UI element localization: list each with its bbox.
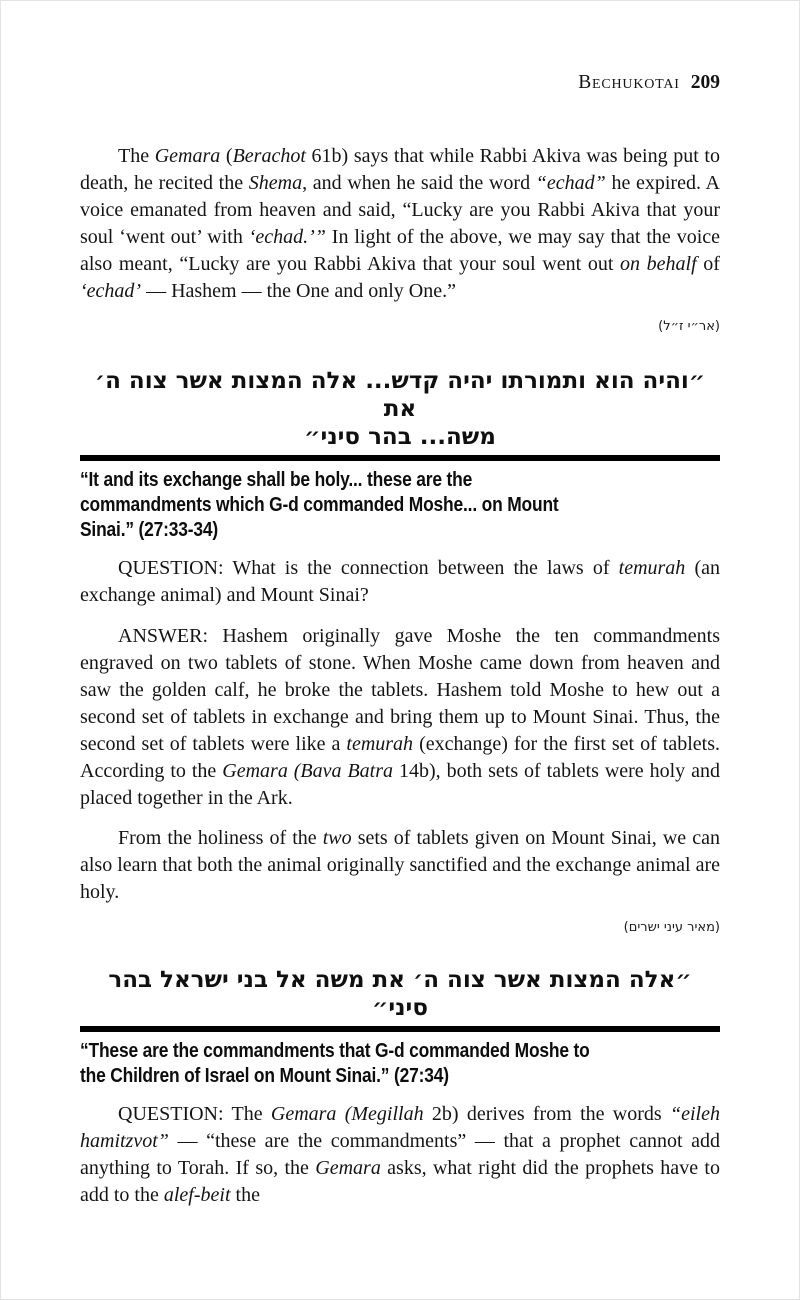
page-number: 209	[690, 72, 720, 93]
hebrew-verse-heading: ״אלה המצות אשר צוה ה׳ את משה אל בני ישראל בהר סיני״	[108, 967, 692, 1021]
question-paragraph: QUESTION: The Gemara (Megillah 2b) derives from the words “eileh hamitzvot” — “these are the commandments” — that a prophet cannot add anything to Torah. If so, the Gemara asks, what right did the prophets have to add to the alef-beit the	[80, 1103, 720, 1206]
section-divider-rule	[80, 455, 720, 461]
intro-paragraph: The Gemara (Berachot 61b) says that while Rabbi Akiva was being put to death, he recited the Shema, and when he said the word “echad” he expired. A voice emanated from heaven and said, “Lucky are you Rabbi Akiva that your soul ‘went out’ with ‘echad.’” In light of the above, we may say that the voice also meant, “Lucky are you Rabbi Akiva that your soul went out on behalf of ‘echad’ — Hashem — the One and only One.”	[80, 145, 720, 302]
hebrew-verse-heading: ״והיה הוא ותמורתו יהיה קדש... אלה המצות אשר צוה ה׳ את משה... בהר סיני״	[94, 368, 706, 450]
question-paragraph: QUESTION: What is the connection between the laws of temurah (an exchange animal) and Mount Sinai?	[80, 557, 720, 606]
section-temurah-heading-block	[80, 367, 720, 543]
section-eileh-heading-block	[80, 966, 720, 1089]
answer-paragraph: ANSWER: Hashem originally gave Moshe the ten commandments engraved on two tablets of stone. When Moshe came down from heaven and saw the golden calf, he broke the tablets. Hashem told Moshe to hew out a second set of tablets in exchange and bring them up to Mount Sinai. Thus, the second set of tablets were like a temurah (exchange) for the first set of tablets. According to the Gemara (Bava Batra 14b), both sets of tablets were holy and placed together in the Ark.	[80, 625, 721, 809]
english-verse-heading: “It and its exchange shall be holy... these are the commandments which G-d commanded Moshe... on Mount Sinai.” (27:33-34)	[80, 469, 559, 541]
parsha-title: Bechukotai	[578, 72, 680, 93]
attribution-ari: (אר״י ז״ל)	[658, 319, 720, 334]
english-verse-heading: “These are the commandments that G-d commanded Moshe to the Children of Israel on Mount Sinai.” (27:34)	[80, 1040, 590, 1087]
attribution-meir-einei-yesharim: (מאיר עיני ישרים)	[623, 920, 720, 935]
page-header	[80, 0, 720, 94]
section-divider-rule	[80, 1026, 720, 1032]
conclusion-paragraph: From the holiness of the two sets of tablets given on Mount Sinai, we can also learn that both the animal originally sanctified and the exchange animal are holy.	[80, 827, 721, 903]
